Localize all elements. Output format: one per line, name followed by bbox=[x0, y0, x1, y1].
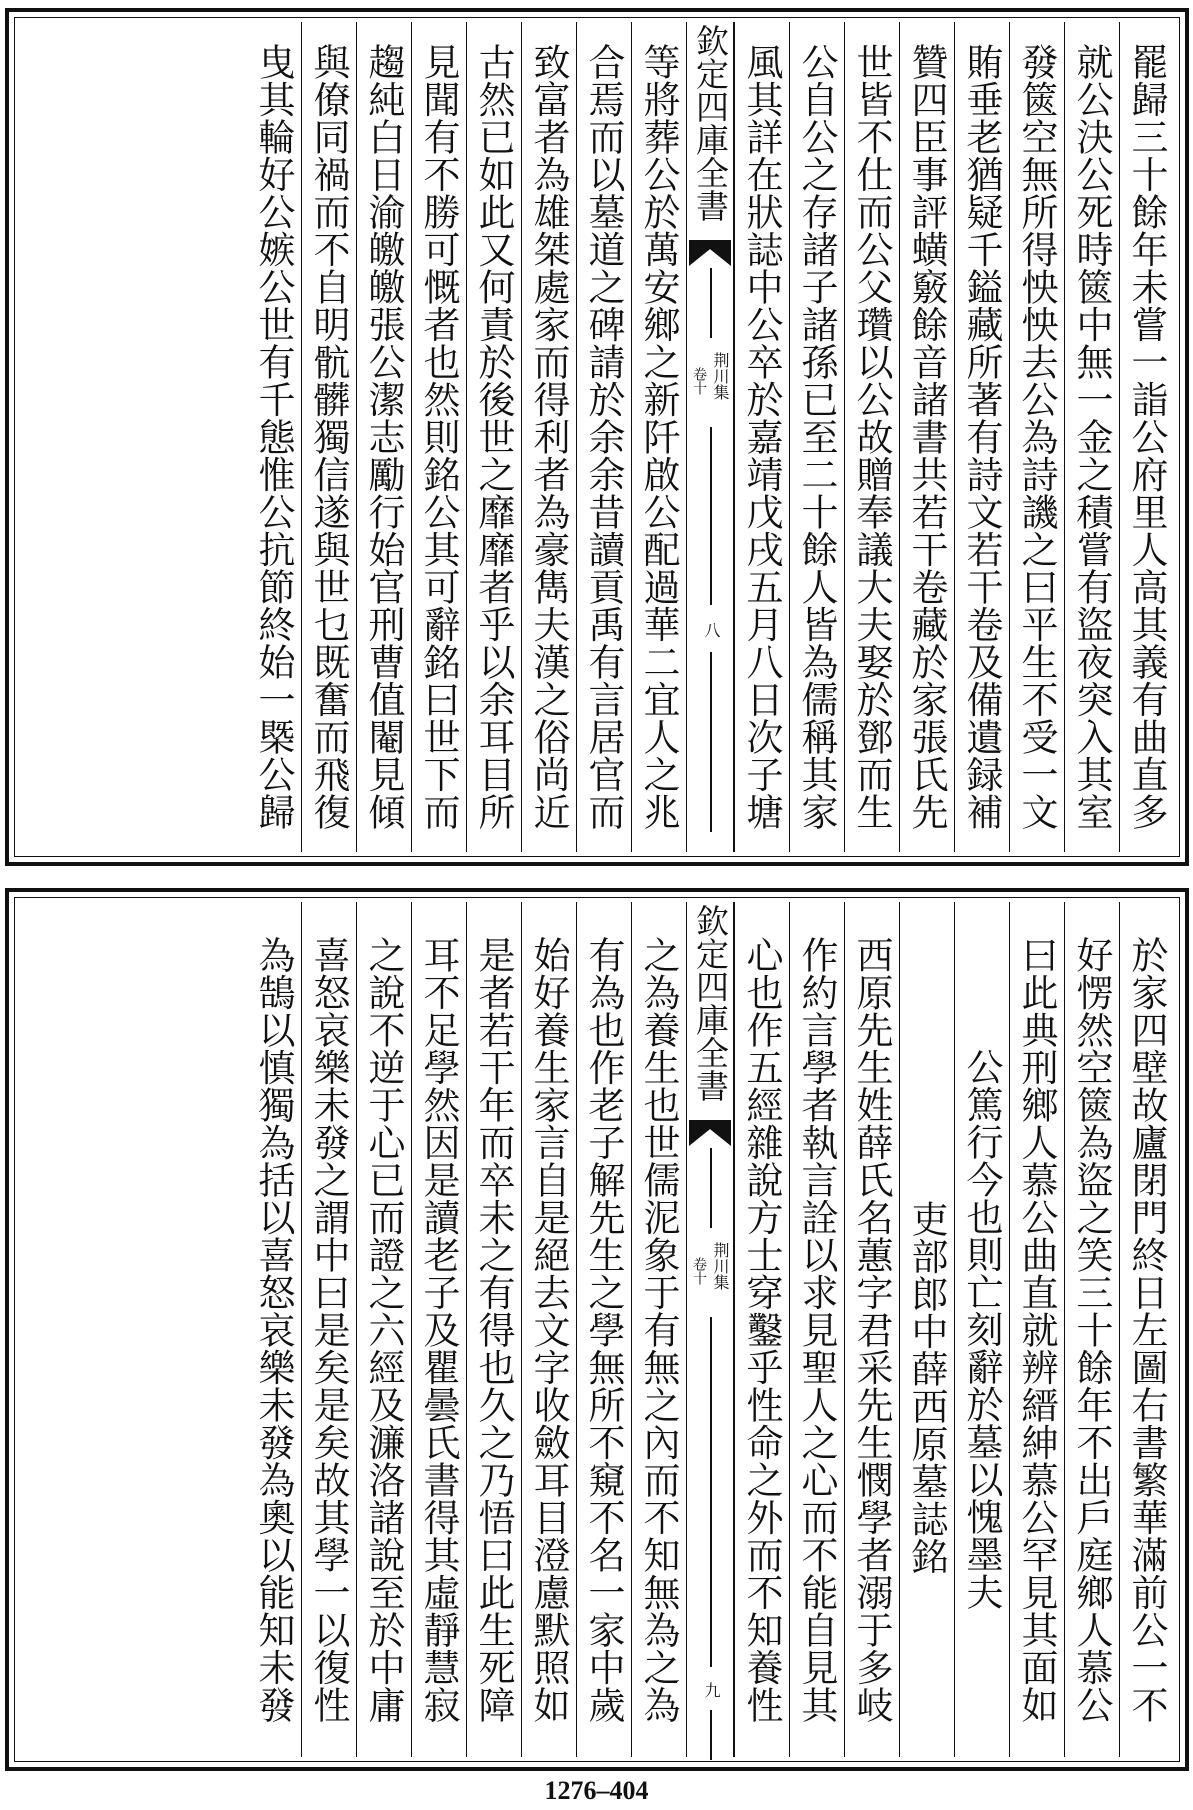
spine-line bbox=[710, 1148, 712, 1228]
spine-page-number: 九 bbox=[702, 1682, 721, 1698]
page-bottom-columns bbox=[20, 902, 1174, 1757]
text-column: 耳不足學然因是讀老子及瞿曇氏書得其虛靜慧寂 bbox=[411, 902, 466, 1757]
text-column: 作約言學者執言詮以求見聖人之心而不能自見其 bbox=[789, 902, 844, 1757]
text-column: 之為養生也世儒泥象于有無之內而不知無為之為 bbox=[631, 902, 686, 1757]
text-column: 世皆不仕而公父瓚以公故贈奉議大夫娶於鄧而生 bbox=[844, 22, 899, 852]
spine-line bbox=[710, 1317, 712, 1667]
text-column: 風其詳在狀誌中公卒於嘉靖戊戌五月八日次子塘 bbox=[734, 22, 789, 852]
page-top bbox=[5, 8, 1189, 866]
text-column: 西原先生姓薛氏名蕙字君采先生憫學者溺于多岐 bbox=[844, 902, 899, 1757]
spine-line bbox=[710, 268, 712, 338]
text-column: 公自公之存諸子諸孫已至二十餘人皆為儒稱其家 bbox=[789, 22, 844, 852]
page-bottom bbox=[5, 888, 1189, 1771]
text-column: 始好養生家言自是絕去文字收斂耳目澄慮默照如 bbox=[521, 902, 576, 1757]
text-column: 好愣然空篋為盜之笑三十餘年不出戶庭鄉人慕公 bbox=[1064, 902, 1119, 1757]
spine-line bbox=[710, 652, 712, 832]
page-spine bbox=[686, 22, 734, 852]
page-top-columns bbox=[20, 22, 1174, 852]
text-column: 有為也作老子解先生之學無所不窺不名一家中歲 bbox=[576, 902, 631, 1757]
text-column: 罷歸三十餘年未嘗一詣公府里人高其義有曲直多 bbox=[1119, 22, 1174, 852]
spine-juan: 卷十 bbox=[691, 367, 707, 395]
text-column: 見聞有不勝可慨者也然則銘公其可辭銘曰世下而 bbox=[411, 22, 466, 852]
text-column: 曰此典刑鄉人慕公曲直就辨縉紳慕公罕見其面如 bbox=[1009, 902, 1064, 1757]
page-code: 1276–404 bbox=[544, 1776, 649, 1805]
spine-book-title: 荆川集 bbox=[711, 352, 730, 400]
page-spine bbox=[686, 902, 734, 1757]
text-column: 於家四壁故廬閉門終日左圖右書繁華滿前公一不 bbox=[1119, 902, 1174, 1757]
text-column: 趨純白日渝皦皦張公潔志勵行始官刑曹值閹見傾 bbox=[356, 22, 411, 852]
text-column: 是者若干年而卒未之有得也久之乃悟曰此生死障 bbox=[466, 902, 521, 1757]
text-column: 公篤行今也則亡刻辭於墓以愧墨夫 bbox=[954, 902, 1009, 1757]
text-column: 喜怒哀樂未發之謂中曰是矣是矣故其學一以復性 bbox=[301, 902, 356, 1757]
spine-line bbox=[710, 427, 712, 605]
spine-title: 欽定四庫全書 bbox=[691, 904, 730, 1102]
text-column: 合焉而以墓道之碑請於余余昔讀貢禹有言居官而 bbox=[576, 22, 631, 852]
text-column: 古然已如此又何責於後世之靡靡者乎以余耳目所 bbox=[466, 22, 521, 852]
text-column: 與僚同禍而不自明骯髒獨信遂與世乜既奮而飛復 bbox=[301, 22, 356, 852]
text-column: 曳其輪好公嫉公世有千態惟公抗節終始一槩公歸 bbox=[252, 43, 295, 831]
text-column: 為鵠以慎獨為括以喜怒哀樂未發為奧以能知未發 bbox=[252, 935, 295, 1724]
section-title: 吏部郎中薛西原墓誌銘 bbox=[899, 902, 954, 1757]
text-column: 發篋空無所得怏怏去公為詩譏之曰平生不受一文 bbox=[1009, 22, 1064, 852]
spine-book-title: 荆川集 bbox=[711, 1242, 730, 1290]
fishtail-ornament bbox=[689, 1120, 731, 1146]
text-column: 等將葬公於萬安鄉之新阡啟公配過華二宜人之兆 bbox=[631, 22, 686, 852]
text-column: 就公決公死時篋中無一金之積嘗有盜夜突入其室 bbox=[1064, 22, 1119, 852]
spine-title: 欽定四庫全書 bbox=[691, 24, 730, 222]
text-column: 賄垂老猶疑千鎰藏所著有詩文若干卷及備遺録補 bbox=[954, 22, 1009, 852]
text-column: 之說不逆于心已而證之六經及濂洛諸說至於中庸 bbox=[356, 902, 411, 1757]
text-column: 贊四臣事評蟥竅餘音諸書共若干卷藏於家張氏先 bbox=[899, 22, 954, 852]
spine-juan: 卷十 bbox=[691, 1257, 707, 1285]
fishtail-ornament bbox=[689, 240, 731, 266]
spine-line bbox=[710, 1710, 712, 1760]
spine-page-number: 八 bbox=[702, 622, 721, 638]
text-column: 心也作五經雜說方士穿鑿乎性命之外而不知養性 bbox=[734, 902, 789, 1757]
text-column: 致富者為雄桀處家而得利者為豪雋夫漢之俗尚近 bbox=[521, 22, 576, 852]
